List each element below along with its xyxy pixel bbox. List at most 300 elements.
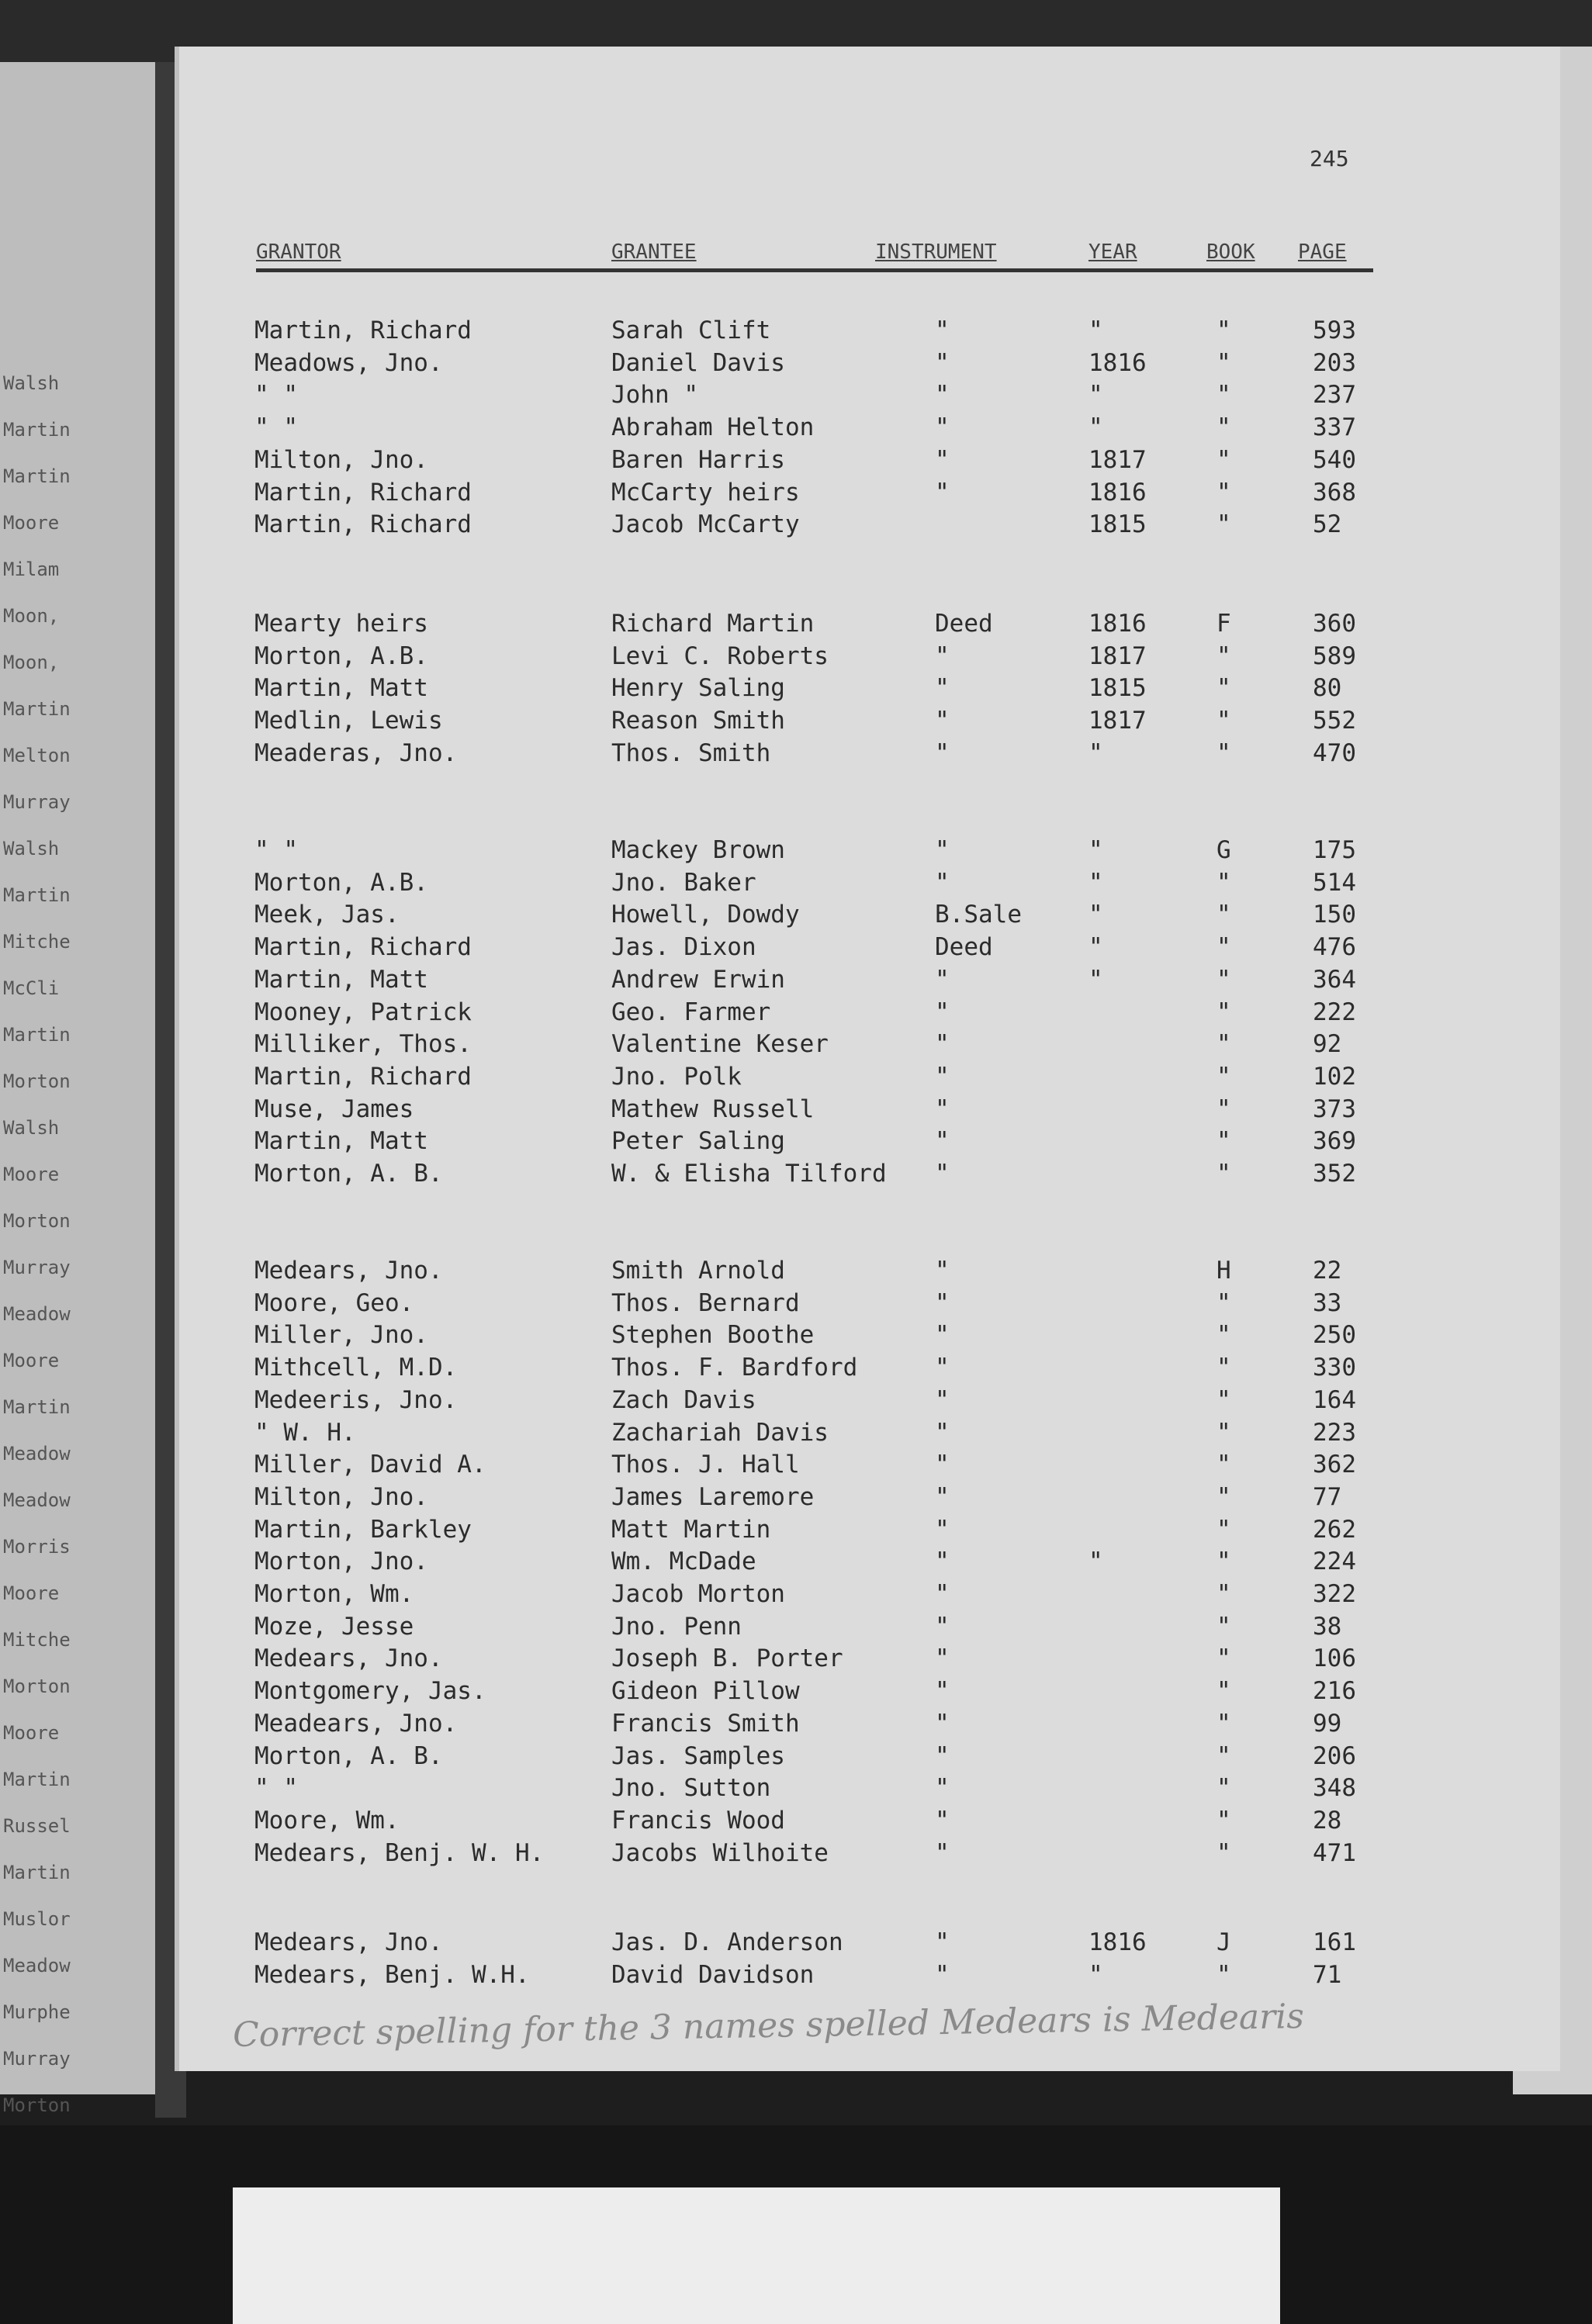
cell-year: " <box>1088 836 1103 864</box>
table-row <box>0 707 1396 738</box>
cell-grantor: Muse, James <box>254 1095 414 1123</box>
cell-instrument: " <box>935 1515 950 1544</box>
cell-grantor: " W. H. <box>254 1418 356 1447</box>
facing-page-word: Moon, <box>3 605 60 627</box>
cell-page: 28 <box>1313 1806 1342 1835</box>
scan-background-strip <box>233 2187 1280 2324</box>
cell-book: " <box>1216 901 1231 929</box>
header-page: PAGE <box>1298 240 1347 264</box>
cell-year: " <box>1088 965 1103 994</box>
table-row <box>0 739 1396 770</box>
cell-grantee: Wm. McDade <box>611 1548 756 1576</box>
table-row <box>0 1257 1396 1288</box>
cell-grantor: " " <box>254 381 298 410</box>
handwritten-note: Correct spelling for the 3 names spelled Medears is Medearis <box>232 1996 1305 2056</box>
cell-year: 1815 <box>1088 510 1147 539</box>
cell-grantee: Zachariah Davis <box>611 1418 829 1447</box>
cell-instrument: B.Sale <box>935 901 1022 929</box>
cell-page: 222 <box>1313 998 1356 1026</box>
cell-page: 206 <box>1313 1741 1356 1770</box>
cell-grantee: Thos. Bernard <box>611 1288 800 1317</box>
facing-page-word: Walsh <box>3 372 60 394</box>
cell-book: G <box>1216 836 1231 864</box>
facing-page-word: Morris <box>3 1536 71 1558</box>
cell-year: 1815 <box>1088 674 1147 703</box>
cell-year: 1817 <box>1088 445 1147 474</box>
cell-book: " <box>1216 1677 1231 1706</box>
facing-page-word: Muslor <box>3 1908 71 1930</box>
cell-grantee: Reason Smith <box>611 707 785 735</box>
cell-book: " <box>1216 1062 1231 1091</box>
table-row <box>0 1289 1396 1320</box>
table-row <box>0 1644 1396 1676</box>
table-row <box>0 674 1396 705</box>
cell-grantee: Valentine Keser <box>611 1030 829 1059</box>
cell-page: 368 <box>1313 478 1356 507</box>
cell-grantee: Sarah Clift <box>611 316 771 344</box>
cell-grantor: Medlin, Lewis <box>254 707 443 735</box>
cell-book: " <box>1216 413 1231 442</box>
cell-grantor: Mithcell, M.D. <box>254 1354 458 1382</box>
cell-book: " <box>1216 1127 1231 1156</box>
facing-page-word: Murphe <box>3 2001 71 2023</box>
cell-instrument: " <box>935 1062 950 1091</box>
cell-grantor: Martin, Barkley <box>254 1515 472 1544</box>
cell-grantee: Matt Martin <box>611 1515 771 1544</box>
cell-book: " <box>1216 510 1231 539</box>
cell-instrument: " <box>935 1288 950 1317</box>
cell-grantee: Jacob McCarty <box>611 510 800 539</box>
cell-instrument: " <box>935 316 950 344</box>
cell-grantor: Milton, Jno. <box>254 445 428 474</box>
cell-page: 348 <box>1313 1774 1356 1803</box>
cell-book: " <box>1216 674 1231 703</box>
cell-grantee: Abraham Helton <box>611 413 815 442</box>
cell-grantor: Moze, Jesse <box>254 1612 414 1641</box>
cell-page: 360 <box>1313 610 1356 638</box>
cell-page: 364 <box>1313 965 1356 994</box>
cell-grantee: Jas. Dixon <box>611 933 756 962</box>
cell-grantee: Geo. Farmer <box>611 998 771 1026</box>
facing-page-word: Russel <box>3 1815 71 1837</box>
cell-grantor: Medeeris, Jno. <box>254 1385 458 1414</box>
facing-page-word: Martin <box>3 1396 71 1418</box>
cell-page: 237 <box>1313 381 1356 410</box>
table-row <box>0 1742 1396 1773</box>
cell-grantee: Peter Saling <box>611 1127 785 1156</box>
cell-page: 514 <box>1313 868 1356 897</box>
cell-book: " <box>1216 1960 1231 1989</box>
facing-page-word: Morton <box>3 2094 71 2116</box>
cell-page: 102 <box>1313 1062 1356 1091</box>
cell-grantee: Baren Harris <box>611 445 785 474</box>
cell-grantee: Zach Davis <box>611 1385 756 1414</box>
cell-book: " <box>1216 642 1231 670</box>
cell-instrument: " <box>935 965 950 994</box>
cell-instrument: " <box>935 1160 950 1188</box>
cell-book: " <box>1216 1548 1231 1576</box>
cell-page: 77 <box>1313 1482 1342 1511</box>
cell-year: " <box>1088 738 1103 767</box>
header-grantee: GRANTEE <box>611 240 697 264</box>
cell-book: " <box>1216 868 1231 897</box>
cell-page: 373 <box>1313 1095 1356 1123</box>
cell-instrument: " <box>935 1030 950 1059</box>
cell-year: " <box>1088 1960 1103 1989</box>
cell-instrument: " <box>935 998 950 1026</box>
cell-instrument: " <box>935 1644 950 1673</box>
cell-book: " <box>1216 1482 1231 1511</box>
cell-instrument: " <box>935 1127 950 1156</box>
cell-grantor: Martin, Matt <box>254 1127 428 1156</box>
cell-grantee: Gideon Pillow <box>611 1677 800 1706</box>
cell-book: " <box>1216 965 1231 994</box>
table-row <box>0 479 1396 510</box>
cell-instrument: " <box>935 1612 950 1641</box>
table-row <box>0 998 1396 1029</box>
cell-grantor: Medears, Benj. W.H. <box>254 1960 530 1989</box>
facing-page-word: Meadow <box>3 1443 71 1465</box>
cell-book: " <box>1216 1288 1231 1317</box>
cell-book: " <box>1216 445 1231 474</box>
table-row <box>0 1928 1396 1959</box>
cell-page: 471 <box>1313 1838 1356 1867</box>
table-row <box>0 413 1396 444</box>
table-row <box>0 1677 1396 1708</box>
table-row <box>0 1839 1396 1870</box>
cell-page: 22 <box>1313 1257 1342 1285</box>
facing-page-word: Martin <box>3 1769 71 1790</box>
table-row <box>0 381 1396 412</box>
facing-page-word: Moore <box>3 1350 60 1371</box>
cell-instrument: " <box>935 1257 950 1285</box>
cell-grantor: " " <box>254 1774 298 1803</box>
cell-page: 52 <box>1313 510 1342 539</box>
table-row <box>0 316 1396 348</box>
cell-grantee: Smith Arnold <box>611 1257 785 1285</box>
cell-instrument: " <box>935 868 950 897</box>
cell-instrument: " <box>935 1709 950 1738</box>
facing-page-word: Moore <box>3 1164 60 1185</box>
cell-instrument: " <box>935 348 950 377</box>
cell-grantor: Milton, Jno. <box>254 1482 428 1511</box>
table-row <box>0 610 1396 641</box>
table-row <box>0 1160 1396 1191</box>
table-row <box>0 933 1396 964</box>
cell-year: " <box>1088 413 1103 442</box>
cell-book: " <box>1216 1030 1231 1059</box>
table-row <box>0 1548 1396 1579</box>
cell-year: 1817 <box>1088 707 1147 735</box>
cell-instrument: " <box>935 836 950 864</box>
cell-page: 175 <box>1313 836 1356 864</box>
cell-year: 1816 <box>1088 348 1147 377</box>
header-year: YEAR <box>1088 240 1137 264</box>
cell-page: 262 <box>1313 1515 1356 1544</box>
cell-grantor: Morton, A. B. <box>254 1160 443 1188</box>
facing-page-word: Moon, <box>3 652 60 673</box>
cell-book: " <box>1216 738 1231 767</box>
cell-instrument: " <box>935 478 950 507</box>
cell-grantee: Andrew Erwin <box>611 965 785 994</box>
cell-instrument: " <box>935 1095 950 1123</box>
cell-grantor: Morton, Jno. <box>254 1548 428 1576</box>
cell-grantor: Medears, Jno. <box>254 1644 443 1673</box>
cell-page: 216 <box>1313 1677 1356 1706</box>
facing-page-word: Meadow <box>3 1955 71 1976</box>
cell-year: " <box>1088 381 1103 410</box>
header-book: BOOK <box>1206 240 1255 264</box>
cell-book: " <box>1216 998 1231 1026</box>
cell-instrument: " <box>935 1960 950 1989</box>
table-row <box>0 1961 1396 1992</box>
facing-page-word: Martin <box>3 1862 71 1883</box>
cell-grantor: Morton, A.B. <box>254 642 428 670</box>
facing-page-word: Murray <box>3 791 71 813</box>
cell-book: " <box>1216 1774 1231 1803</box>
cell-grantee: Daniel Davis <box>611 348 785 377</box>
cell-book: " <box>1216 1385 1231 1414</box>
facing-page-word: Moore <box>3 1582 60 1604</box>
cell-grantor: Meek, Jas. <box>254 901 400 929</box>
cell-page: 476 <box>1313 933 1356 962</box>
cell-year: " <box>1088 901 1103 929</box>
facing-page-word: Mitche <box>3 1629 71 1651</box>
cell-year: " <box>1088 1548 1103 1576</box>
cell-page: 203 <box>1313 348 1356 377</box>
cell-year: 1817 <box>1088 642 1147 670</box>
table-row <box>0 1613 1396 1644</box>
cell-page: 369 <box>1313 1127 1356 1156</box>
cell-page: 352 <box>1313 1160 1356 1188</box>
cell-grantor: Morton, A.B. <box>254 868 428 897</box>
cell-page: 161 <box>1313 1928 1356 1956</box>
facing-page-word: Milam <box>3 559 60 580</box>
cell-book: " <box>1216 1709 1231 1738</box>
cell-instrument: " <box>935 1354 950 1382</box>
cell-page: 223 <box>1313 1418 1356 1447</box>
cell-instrument: " <box>935 1482 950 1511</box>
cell-grantee: Jacob Morton <box>611 1580 785 1608</box>
cell-book: " <box>1216 1354 1231 1382</box>
cell-book: " <box>1216 1580 1231 1608</box>
cell-page: 80 <box>1313 674 1342 703</box>
cell-instrument: " <box>935 1385 950 1414</box>
cell-grantor: Martin, Richard <box>254 1062 472 1091</box>
cell-book: " <box>1216 1612 1231 1641</box>
cell-grantee: Jas. D. Anderson <box>611 1928 843 1956</box>
table-row <box>0 642 1396 673</box>
cell-instrument: " <box>935 1418 950 1447</box>
table-row <box>0 901 1396 932</box>
cell-grantee: Stephen Boothe <box>611 1321 815 1350</box>
cell-page: 470 <box>1313 738 1356 767</box>
cell-grantee: David Davidson <box>611 1960 815 1989</box>
cell-grantee: Thos. J. Hall <box>611 1451 800 1479</box>
cell-grantor: Meadears, Jno. <box>254 1709 458 1738</box>
cell-grantee: Levi C. Roberts <box>611 642 829 670</box>
facing-page-word: Melton <box>3 745 71 766</box>
table-row <box>0 836 1396 867</box>
cell-grantee: Jno. Baker <box>611 868 756 897</box>
table-row <box>0 1451 1396 1482</box>
table-row <box>0 1807 1396 1838</box>
facing-page-word: Morton <box>3 1676 71 1697</box>
cell-grantee: Henry Saling <box>611 674 785 703</box>
cell-page: 164 <box>1313 1385 1356 1414</box>
cell-page: 224 <box>1313 1548 1356 1576</box>
cell-page: 540 <box>1313 445 1356 474</box>
cell-book: H <box>1216 1257 1231 1285</box>
facing-page-word: Mitche <box>3 931 71 953</box>
cell-grantor: Martin, Matt <box>254 674 428 703</box>
cell-grantor: Mearty heirs <box>254 610 428 638</box>
cell-grantee: Jno. Sutton <box>611 1774 771 1803</box>
cell-grantor: Meaderas, Jno. <box>254 738 458 767</box>
table-row <box>0 1321 1396 1352</box>
facing-page-word: Morton <box>3 1070 71 1092</box>
cell-grantee: W. & Elisha Tilford <box>611 1160 887 1188</box>
table-row <box>0 1095 1396 1126</box>
cell-book: " <box>1216 1451 1231 1479</box>
cell-book: " <box>1216 1418 1231 1447</box>
cell-grantee: Jno. Polk <box>611 1062 742 1091</box>
cell-instrument: " <box>935 1928 950 1956</box>
cell-instrument: " <box>935 642 950 670</box>
facing-page-word: Morton <box>3 1210 71 1232</box>
table-row <box>0 1710 1396 1741</box>
page-number: 245 <box>1310 146 1349 171</box>
cell-instrument: " <box>935 1321 950 1350</box>
cell-year: 1816 <box>1088 1928 1147 1956</box>
facing-page-word: Martin <box>3 1024 71 1046</box>
cell-instrument: " <box>935 707 950 735</box>
cell-book: " <box>1216 478 1231 507</box>
cell-grantee: Jas. Samples <box>611 1741 785 1770</box>
cell-grantee: Thos. F. Bardford <box>611 1354 858 1382</box>
cell-page: 250 <box>1313 1321 1356 1350</box>
cell-instrument: " <box>935 1774 950 1803</box>
cell-page: 593 <box>1313 316 1356 344</box>
table-row <box>0 1030 1396 1061</box>
cell-book: " <box>1216 316 1231 344</box>
cell-grantor: Meadows, Jno. <box>254 348 443 377</box>
table-row <box>0 1419 1396 1450</box>
cell-page: 99 <box>1313 1709 1342 1738</box>
cell-instrument: " <box>935 1451 950 1479</box>
cell-book: F <box>1216 610 1231 638</box>
facing-page-word: Walsh <box>3 838 60 859</box>
cell-grantor: Morton, A. B. <box>254 1741 443 1770</box>
cell-instrument: " <box>935 674 950 703</box>
cell-grantee: Thos. Smith <box>611 738 771 767</box>
facing-page-word: Walsh <box>3 1117 60 1139</box>
cell-book: " <box>1216 1838 1231 1867</box>
facing-page-word: Meadow <box>3 1489 71 1511</box>
cell-page: 38 <box>1313 1612 1342 1641</box>
cell-page: 337 <box>1313 413 1356 442</box>
table-row <box>0 1386 1396 1417</box>
cell-grantee: Howell, Dowdy <box>611 901 800 929</box>
cell-grantor: Moore, Geo. <box>254 1288 414 1317</box>
cell-instrument: " <box>935 445 950 474</box>
cell-instrument: " <box>935 381 950 410</box>
cell-grantor: Montgomery, Jas. <box>254 1677 486 1706</box>
cell-instrument: " <box>935 1806 950 1835</box>
cell-page: 92 <box>1313 1030 1342 1059</box>
facing-page-word: Murray <box>3 1257 71 1278</box>
cell-instrument: " <box>935 1741 950 1770</box>
cell-page: 330 <box>1313 1354 1356 1382</box>
header-instrument: INSTRUMENT <box>875 240 997 264</box>
facing-page-word: Meadow <box>3 1303 71 1325</box>
cell-page: 322 <box>1313 1580 1356 1608</box>
cell-instrument: " <box>935 1838 950 1867</box>
cell-grantee: McCarty heirs <box>611 478 800 507</box>
cell-grantor: Martin, Matt <box>254 965 428 994</box>
cell-instrument: " <box>935 1580 950 1608</box>
header-grantor: GRANTOR <box>256 240 341 264</box>
facing-page-word: Moore <box>3 512 60 534</box>
facing-page-word: Murray <box>3 2048 71 2070</box>
cell-year: 1816 <box>1088 610 1147 638</box>
cell-grantor: Martin, Richard <box>254 510 472 539</box>
table-row <box>0 446 1396 477</box>
cell-instrument: " <box>935 738 950 767</box>
cell-grantor: Miller, Jno. <box>254 1321 428 1350</box>
cell-grantor: Martin, Richard <box>254 478 472 507</box>
cell-book: " <box>1216 933 1231 962</box>
cell-grantee: James Laremore <box>611 1482 815 1511</box>
cell-book: " <box>1216 1515 1231 1544</box>
cell-grantor: " " <box>254 836 298 864</box>
cell-book: " <box>1216 1644 1231 1673</box>
table-row <box>0 1774 1396 1805</box>
cell-page: 71 <box>1313 1960 1342 1989</box>
facing-page-word: Martin <box>3 884 71 906</box>
cell-grantor: Medears, Jno. <box>254 1928 443 1956</box>
cell-page: 33 <box>1313 1288 1342 1317</box>
facing-page-word: Martin <box>3 465 71 487</box>
table-row <box>0 1063 1396 1094</box>
cell-page: 552 <box>1313 707 1356 735</box>
cell-book: " <box>1216 1095 1231 1123</box>
cell-year: " <box>1088 868 1103 897</box>
table-row <box>0 1516 1396 1547</box>
cell-grantor: Medears, Benj. W. H. <box>254 1838 545 1867</box>
cell-year: " <box>1088 316 1103 344</box>
facing-page-word: Moore <box>3 1722 60 1744</box>
facing-page-word: Martin <box>3 419 71 441</box>
cell-grantor: Medears, Jno. <box>254 1257 443 1285</box>
cell-grantee: Richard Martin <box>611 610 815 638</box>
table-header <box>256 239 1373 272</box>
cell-grantee: Mathew Russell <box>611 1095 815 1123</box>
cell-page: 589 <box>1313 642 1356 670</box>
cell-grantor: Milliker, Thos. <box>254 1030 472 1059</box>
cell-book: " <box>1216 1741 1231 1770</box>
table-row <box>0 869 1396 900</box>
cell-grantee: Jno. Penn <box>611 1612 742 1641</box>
cell-instrument: " <box>935 413 950 442</box>
cell-grantee: Joseph B. Porter <box>611 1644 843 1673</box>
table-row <box>0 349 1396 380</box>
facing-page-word: McCli <box>3 977 60 999</box>
cell-grantor: Mooney, Patrick <box>254 998 472 1026</box>
table-row <box>0 1483 1396 1514</box>
cell-grantor: Miller, David A. <box>254 1451 486 1479</box>
cell-book: " <box>1216 707 1231 735</box>
